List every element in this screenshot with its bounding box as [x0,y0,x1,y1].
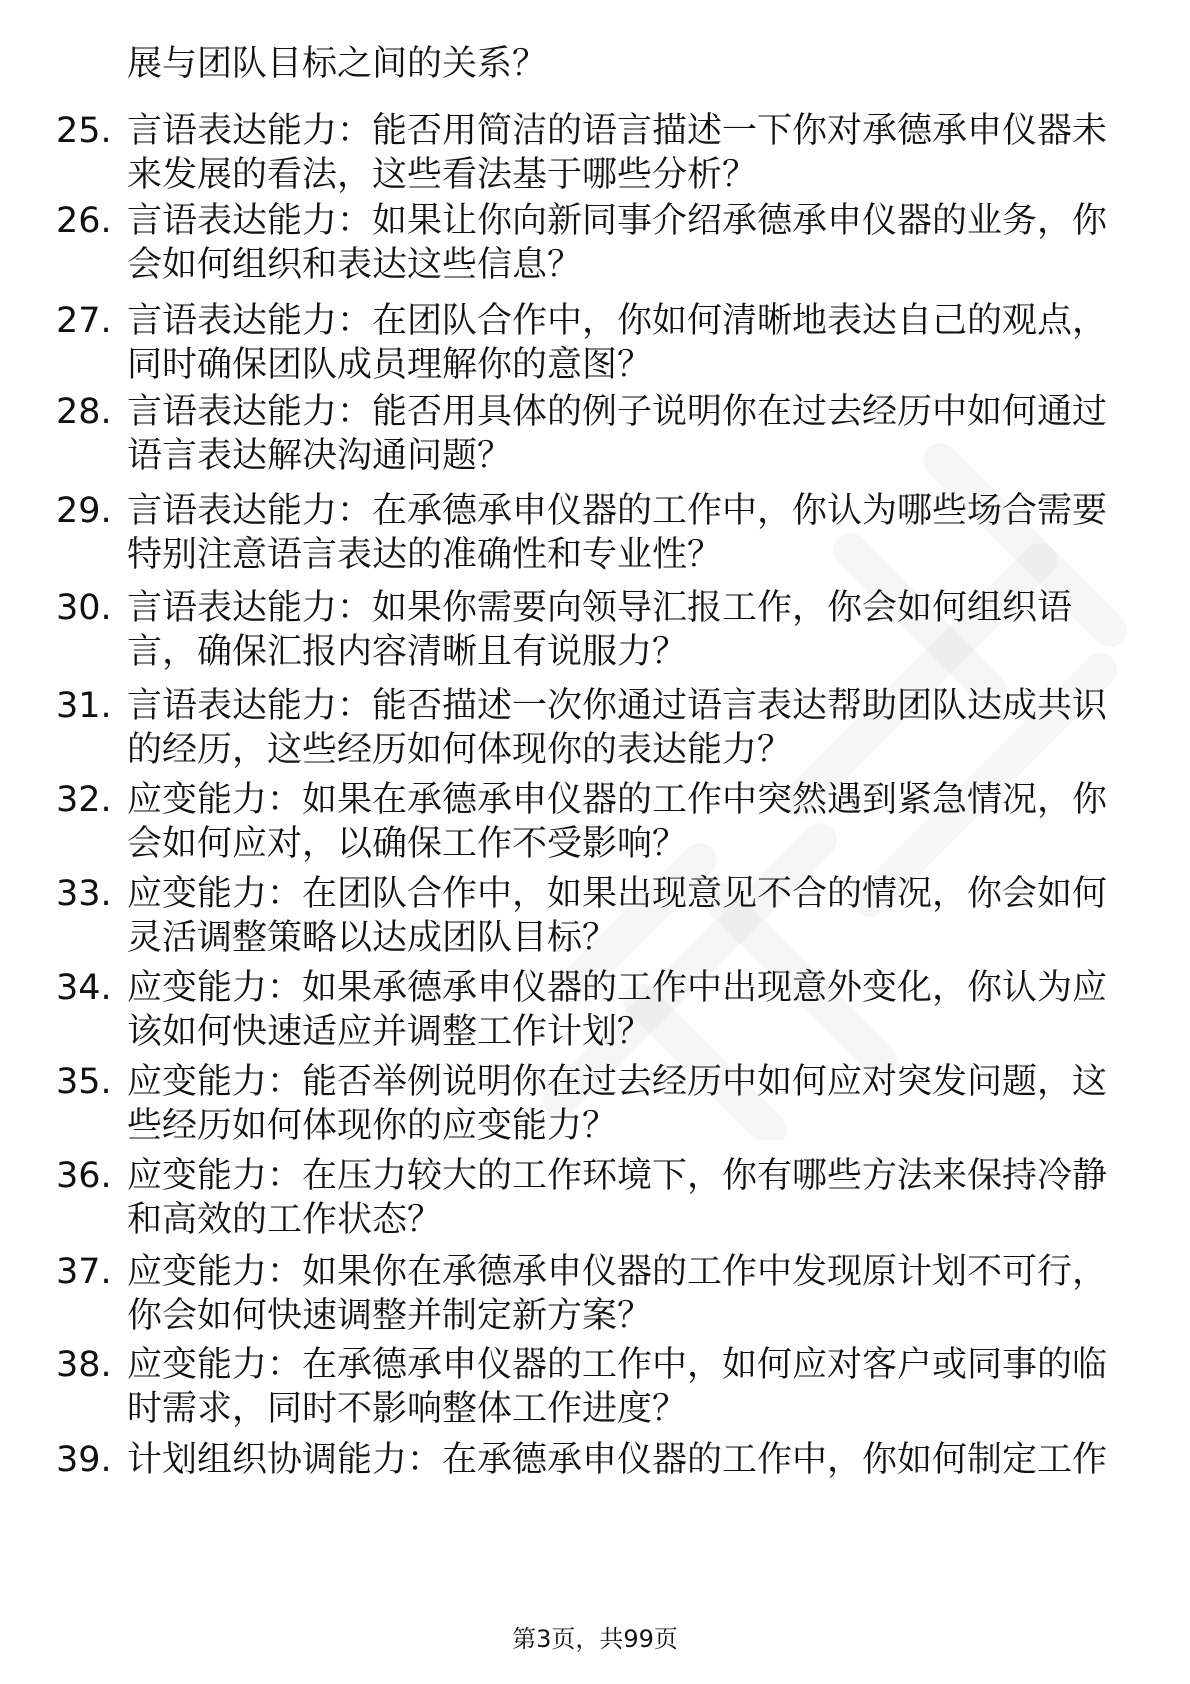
item-number: 28. [56,392,112,432]
item-text-line1: 应变能力：如果你在承德承申仪器的工作中发现原计划不可行， [127,1252,1108,1292]
item-number: 39. [56,1440,112,1480]
list-item [0,1250,1190,1340]
list-item [0,299,1190,389]
item-number: 37. [56,1252,112,1292]
item-number: 35. [56,1062,112,1102]
item-text-line2: 会如何应对，以确保工作不受影响？ [127,824,688,864]
list-item [0,1154,1190,1244]
item-text-line2: 言，确保汇报内容清晰且有说服力？ [127,632,688,672]
list-item [0,1343,1190,1433]
item-text-line1: 言语表达能力：能否用简洁的语言描述一下你对承德承申仪器未 [127,111,1108,151]
item-number: 33. [56,874,112,914]
list-item [0,199,1190,289]
item-text-line1: 应变能力：如果承德承申仪器的工作中出现意外变化，你认为应 [127,968,1108,1008]
item-text-line2: 的经历，这些经历如何体现你的表达能力？ [127,730,793,770]
item-text-line1: 言语表达能力：能否描述一次你通过语言表达帮助团队达成共识 [127,686,1108,726]
item-text-line1: 言语表达能力：在团队合作中，你如何清晰地表达自己的观点， [127,301,1108,341]
item-text-line1: 应变能力：如果在承德承申仪器的工作中突然遇到紧急情况，你 [127,780,1108,820]
list-item [0,966,1190,1056]
item-text-line2: 些经历如何体现你的应变能力？ [127,1106,618,1146]
item-text-line2: 灵活调整策略以达成团队目标？ [127,918,618,958]
list-item [0,489,1190,579]
list-item [0,109,1190,199]
page-footer: 第3页，共99页 [512,1625,678,1653]
item-text-line2: 来发展的看法，这些看法基于哪些分析？ [127,155,758,195]
item-text-line1: 言语表达能力：如果让你向新同事介绍承德承申仪器的业务，你 [127,201,1108,241]
item-number: 31. [56,686,112,726]
item-text-line1: 计划组织协调能力：在承德承申仪器的工作中，你如何制定工作 [127,1440,1108,1480]
item-text-line1: 言语表达能力：如果你需要向领导汇报工作，你会如何组织语 [127,588,1073,628]
item-number: 32. [56,780,112,820]
item-number: 25. [56,111,112,151]
list-item [0,872,1190,962]
item-text-line2: 特别注意语言表达的准确性和专业性？ [127,535,723,575]
item-text-line2: 时需求，同时不影响整体工作进度？ [127,1389,688,1429]
item-number: 34. [56,968,112,1008]
item-text-line1: 言语表达能力：在承德承申仪器的工作中，你认为哪些场合需要 [127,491,1108,531]
item-text-line2: 该如何快速适应并调整工作计划？ [127,1012,653,1052]
item-text-line1: 言语表达能力：能否用具体的例子说明你在过去经历中如何通过 [127,392,1108,432]
item-text-line1: 应变能力：在承德承申仪器的工作中，如何应对客户或同事的临 [127,1345,1108,1385]
list-item [0,390,1190,480]
item-text-line2: 同时确保团队成员理解你的意图？ [127,345,653,385]
item-text-line1: 应变能力：能否举例说明你在过去经历中如何应对突发问题，这 [127,1062,1108,1102]
continuation-text: 展与团队目标之间的关系？ [127,44,548,84]
list-item [0,778,1190,868]
item-text-line2: 语言表达解决沟通问题？ [127,436,513,476]
item-number: 30. [56,588,112,628]
item-text-line1: 应变能力：在团队合作中，如果出现意见不合的情况，你会如何 [127,874,1108,914]
list-item [0,684,1190,774]
list-item [0,586,1190,676]
item-text-line2: 和高效的工作状态？ [127,1200,443,1240]
item-number: 36. [56,1156,112,1196]
item-number: 38. [56,1345,112,1385]
item-number: 29. [56,491,112,531]
list-item [0,1438,1190,1528]
item-text-line2: 会如何组织和表达这些信息？ [127,245,583,285]
list-item [0,1060,1190,1150]
item-text-line1: 应变能力：在压力较大的工作环境下，你有哪些方法来保持冷静 [127,1156,1108,1196]
item-number: 27. [56,301,112,341]
item-text-line2: 你会如何快速调整并制定新方案？ [127,1296,653,1336]
item-number: 26. [56,201,112,241]
